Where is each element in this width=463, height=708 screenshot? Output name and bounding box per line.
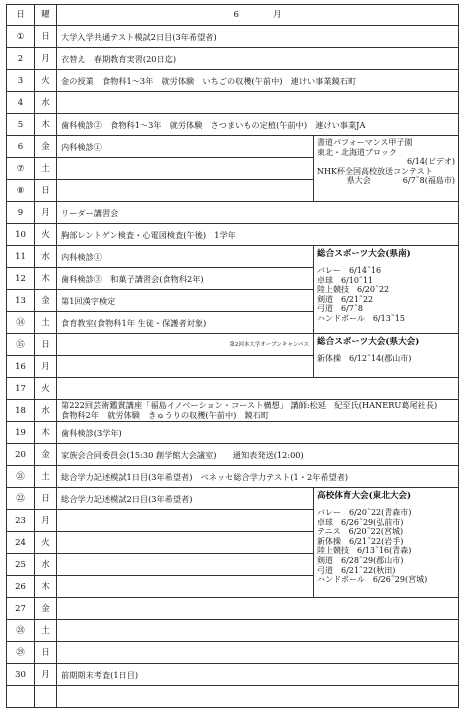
event-text: [57, 576, 314, 598]
event-text: 食育教室(食物科1年 生徒・保護者対象): [57, 312, 314, 334]
day-number: ⑭: [7, 312, 35, 334]
event-box-title: 総合スポーツ大会(県南): [317, 249, 411, 259]
day-number: ㉙: [7, 642, 35, 664]
event-box-line: 陸上競技 6/13˜16(青森): [317, 546, 412, 556]
event-note: 第2回本大学オープンキャンパス: [229, 342, 309, 348]
event-text: リーダー講習会: [57, 202, 459, 224]
event-box-line: 新体操 6/12˜14(郡山市): [317, 354, 412, 363]
event-box-line: 東北・北海道ブロック: [317, 147, 397, 157]
day-number: ㉒: [7, 488, 35, 510]
day-number: 16: [7, 356, 35, 378]
schedule-table: [6, 4, 459, 708]
day-number: ①: [7, 26, 35, 48]
event-text: 胸部レントゲン検査・心電図検査(午後) 1学年: [57, 224, 459, 246]
day-row: [7, 334, 459, 356]
weekday: 月: [35, 48, 57, 70]
weekday: 木: [35, 114, 57, 136]
day-number: 9: [7, 202, 35, 224]
day-row: [7, 664, 459, 686]
event-text: [57, 598, 459, 620]
weekday-column-header: 曜: [35, 5, 57, 26]
weekday: 月: [35, 510, 57, 532]
event-box-line: 6/14(ビデオ): [406, 157, 456, 167]
event-box-line: 剣道 6/21˜22: [317, 294, 374, 304]
day-row: [7, 620, 459, 642]
day-number: 3: [7, 70, 35, 92]
weekday: 木: [35, 576, 57, 598]
month-header: 6 月: [57, 5, 459, 26]
day-row: [7, 444, 459, 466]
event-box-line: 剣道 6/28˜29(郡山市): [317, 555, 404, 565]
header-row: [7, 5, 459, 26]
day-number: 20: [7, 444, 35, 466]
day-row: [7, 400, 459, 422]
day-number: 24: [7, 532, 35, 554]
day-number: 11: [7, 246, 35, 268]
event-text: 家族会合同委員会(15:30 創学館大会議室) 通知表発送(12:00): [57, 444, 459, 466]
weekday: 土: [35, 312, 57, 334]
event-text: [57, 158, 314, 180]
weekday: 日: [35, 334, 57, 356]
event-box-line: 卓球 6/10˜11: [317, 275, 374, 285]
event-text: [57, 400, 459, 422]
event-text: [57, 180, 314, 202]
weekday: 火: [35, 532, 57, 554]
event-box: [314, 334, 459, 378]
day-number: 23: [7, 510, 35, 532]
day-number: 12: [7, 268, 35, 290]
event-box-title: 高校体育大会(東北大会): [317, 491, 412, 501]
weekday: 水: [35, 92, 57, 114]
day-row: [7, 92, 459, 114]
weekday: 木: [35, 268, 57, 290]
weekday: 土: [35, 466, 57, 488]
day-row: [7, 202, 459, 224]
day-number: 2: [7, 48, 35, 70]
event-text: 前期期末考査(1日目): [57, 664, 459, 686]
event-box-line: 書道パフォーマンス甲子園: [317, 138, 413, 147]
day-number: ⑮: [7, 334, 35, 356]
day-number: 4: [7, 92, 35, 114]
day-number: 19: [7, 422, 35, 444]
event-box-title: 総合スポーツ大会(県大会): [317, 337, 420, 347]
event-text: [57, 642, 459, 664]
event-text: 金の授業 食物科1～3年 就労体験 いちごの収穫(午前中) 連けい事業鏡石町: [57, 70, 459, 92]
day-number: 6: [7, 136, 35, 158]
event-box-line: NHK杯全国高校放送コンテスト: [317, 166, 433, 176]
event-line: 食物科2年 就労体験 きゅうりの収穫(午前中) 鏡石町: [61, 409, 270, 420]
event-text: 大学入学共通テスト模試2日目(3年希望者): [57, 26, 459, 48]
event-text: [57, 510, 314, 532]
event-box: [314, 136, 459, 202]
day-column-header: 日: [7, 5, 35, 26]
weekday: 月: [35, 202, 57, 224]
event-box: [314, 246, 459, 334]
day-number: 26: [7, 576, 35, 598]
event-box-line: バレー 6/20˜22(青森市): [317, 508, 412, 517]
day-row: [7, 136, 459, 158]
event-text: [57, 554, 314, 576]
event-box-line: 陸上競技 6/20˜22: [317, 285, 390, 295]
day-number: 27: [7, 598, 35, 620]
event-text: 歯科検診(3学年): [57, 422, 459, 444]
event-text: [57, 620, 459, 642]
day-row: [7, 114, 459, 136]
day-number: ㉑: [7, 466, 35, 488]
weekday: 火: [35, 378, 57, 400]
event-box-line: 卓球 6/26˜29(弘前市): [317, 517, 404, 527]
event-text: [57, 532, 314, 554]
event-text: 歯科検診② 食物科1～3年 就労体験 さつまいもの定植(午前中) 連けい事業JA: [57, 114, 459, 136]
event-text: 総合学力記述模試2日目(3年希望者): [57, 488, 314, 510]
weekday: 水: [35, 400, 57, 422]
day-number: 5: [7, 114, 35, 136]
day-number: 30: [7, 664, 35, 686]
weekday: 日: [35, 488, 57, 510]
day-number: 17: [7, 378, 35, 400]
day-number: ⑦: [7, 158, 35, 180]
weekday: 日: [35, 642, 57, 664]
event-text: [57, 356, 314, 378]
event-box: [314, 488, 459, 598]
event-box-line: ハンドボール 6/26˜29(宮城): [317, 575, 428, 585]
day-number: 25: [7, 554, 35, 576]
day-row: [7, 488, 459, 510]
event-box-line: ハンドボール 6/13˜15: [317, 313, 405, 323]
event-box-line: テニス 6/20˜22(宮城): [317, 527, 404, 537]
day-row: [7, 246, 459, 268]
event-text: 総合学力記述模試1日目(3年希望者) ベネッセ総合学力テスト(1・2年希望者): [57, 466, 459, 488]
weekday: 金: [35, 290, 57, 312]
event-text: 衣替え 春期教育実習(20日迄): [57, 48, 459, 70]
day-row: [7, 422, 459, 444]
day-row: [7, 466, 459, 488]
weekday: 金: [35, 598, 57, 620]
day-number: 10: [7, 224, 35, 246]
day-row: [7, 378, 459, 400]
day-number: ⑧: [7, 180, 35, 202]
event-text: [57, 92, 459, 114]
event-text: 内科検診①: [57, 136, 314, 158]
weekday: 土: [35, 158, 57, 180]
event-box-line: バレー 6/14˜16: [317, 266, 382, 275]
day-row: [7, 598, 459, 620]
weekday: 日: [35, 26, 57, 48]
event-line: 第222回芸術鑑賞講座「福島イノベーション・コースト構想」 講師:松延 紀至氏(HANERU葛尾社長): [61, 400, 438, 410]
day-number: 18: [7, 400, 35, 422]
event-box-line: 県大会 6/7˜8(福島市): [346, 176, 456, 186]
event-text: [57, 378, 459, 400]
weekday: 水: [35, 554, 57, 576]
event-text: [57, 334, 314, 356]
day-number: ㉘: [7, 620, 35, 642]
weekday: 火: [35, 70, 57, 92]
event-box-line: 弓道 6/7˜8: [317, 304, 363, 314]
day-row: [7, 70, 459, 92]
event-text: 歯科検診③ 和菓子講習会(食物科2年): [57, 268, 314, 290]
day-row: [7, 642, 459, 664]
weekday: 火: [35, 224, 57, 246]
weekday: 月: [35, 356, 57, 378]
weekday: 水: [35, 246, 57, 268]
event-box-line: 新体操 6/21˜22(岩手): [317, 536, 404, 546]
day-row: [7, 48, 459, 70]
weekday: 金: [35, 136, 57, 158]
weekday: 金: [35, 444, 57, 466]
weekday: 木: [35, 422, 57, 444]
day-number: 13: [7, 290, 35, 312]
event-text: 第1回漢字検定: [57, 290, 314, 312]
weekday: 日: [35, 180, 57, 202]
day-row: [7, 26, 459, 48]
event-box-line: 弓道 6/21˜22(秋田): [317, 565, 396, 575]
event-text: 内科検診①: [57, 246, 314, 268]
day-row: [7, 224, 459, 246]
weekday: 土: [35, 620, 57, 642]
weekday: 月: [35, 664, 57, 686]
